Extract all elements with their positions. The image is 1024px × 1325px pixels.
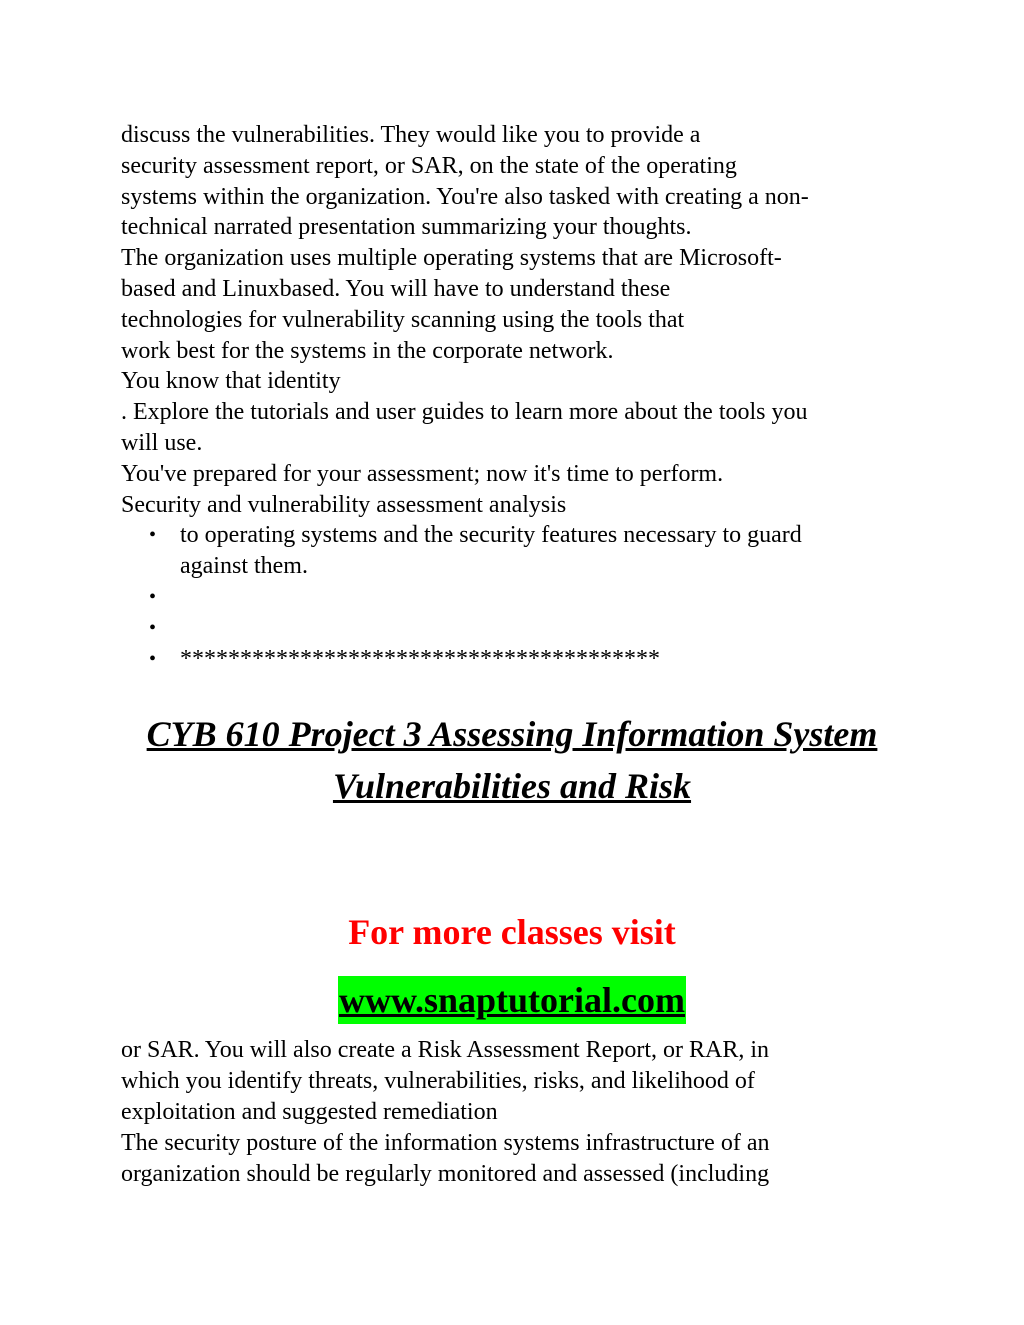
promo-link-wrapper	[121, 976, 903, 1024]
promo-heading: For more classes visit	[348, 912, 676, 953]
text-line: or SAR. You will also create a Risk Assessment Report, or RAR, in	[121, 1037, 769, 1064]
intro-paragraph	[121, 120, 911, 520]
text-line: will use.	[121, 429, 203, 456]
text-line: work best for the systems in the corporate network.	[121, 337, 614, 364]
bullet-icon: •	[149, 616, 157, 639]
list-item	[121, 582, 911, 613]
title-line: Vulnerabilities and Risk	[332, 766, 692, 807]
list-item-text: to operating systems and the security features necessary to guard	[180, 522, 802, 549]
text-line: technologies for vulnerability scanning using the tools that	[121, 306, 685, 333]
text-line: organization should be regularly monitored and assessed (including	[121, 1160, 770, 1187]
document-page	[121, 120, 911, 1189]
text-line: security assessment report, or SAR, on the state of the operating	[121, 152, 737, 179]
text-line: The security posture of the information systems infrastructure of an	[121, 1129, 770, 1156]
text-line: discuss the vulnerabilities. They would like you to provide a	[121, 122, 701, 148]
text-line: exploitation and suggested remediation	[121, 1098, 498, 1125]
list-item	[121, 644, 911, 675]
list-item	[121, 520, 911, 582]
text-line: . Explore the tutorials and user guides to learn more about the tools you	[121, 399, 808, 426]
closing-paragraph	[121, 1035, 911, 1189]
text-line: You've prepared for your assessment; now it's time to perform.	[121, 460, 724, 487]
bullet-icon: •	[149, 585, 157, 608]
text-line: which you identify threats, vulnerabilities, risks, and likelihood of	[121, 1068, 755, 1095]
text-line: Security and vulnerability assessment analysis	[121, 491, 567, 518]
list-item-text: ****************************************	[180, 645, 660, 672]
bullet-list	[121, 520, 911, 674]
text-line: You know that identity	[121, 368, 341, 395]
text-line: The organization uses multiple operating systems that are Microsoft-	[121, 245, 782, 272]
text-line: technical narrated presentation summarizing your thoughts.	[121, 214, 692, 241]
list-item	[121, 613, 911, 644]
document-title	[121, 708, 903, 812]
bullet-icon: •	[149, 647, 157, 670]
title-line: CYB 610 Project 3 Assessing Information System	[146, 714, 878, 755]
text-line: based and Linuxbased. You will have to understand these	[121, 275, 671, 302]
bullet-icon: •	[149, 524, 157, 547]
website-link[interactable]: www.snaptutorial.com	[338, 976, 686, 1024]
list-item-text: against them.	[180, 553, 308, 580]
text-line: systems within the organization. You're also tasked with creating a non-	[121, 183, 809, 210]
